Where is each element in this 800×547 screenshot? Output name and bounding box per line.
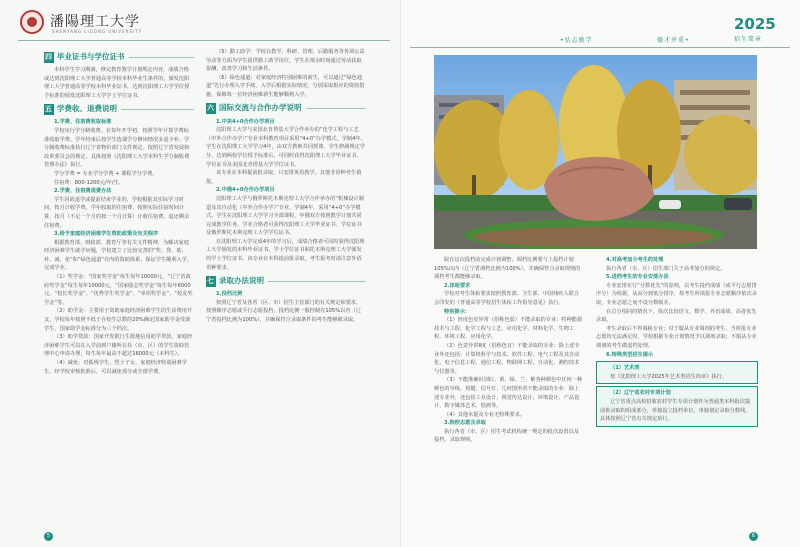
year: 2025 xyxy=(734,15,776,33)
paragraph: （2）色觉异常Ⅱ度（俗称色盲）不能录取的专业：除上述专业外还包括：计算机科学与技术、软件工程、电气工程及其自动化、电子信息工程、通信工程、物联网工程、自动化、测控技术与仪器等。 xyxy=(434,342,580,375)
paragraph: （5）勤工助学：学校在教学、科研、管理、后勤服务等各项公益劳动等方面为学生提供勤工助学岗位，学生在课余时间通过劳动获取报酬，改善学习和生活条件。 xyxy=(206,49,365,73)
paragraph: 学校对考生体检要求按照教育部、卫生部、中国残疾人联合会印发的《普通高等学校招生体检工作指导意见》执行。 xyxy=(434,291,579,306)
subheading: 2.体检要求 xyxy=(444,282,471,289)
paragraph: （4）减免：对孤残学生、烈士子女、家庭经济特别困难学生，经学校审核批准后，可以减免部分或全部学费。 xyxy=(44,360,187,375)
subheading: 3.院校志愿及录取 xyxy=(444,420,486,427)
highlight-box-art xyxy=(596,361,758,384)
paragraph: 学生因故退学或提前结束学业的，学校根据其实际学习时间，按月计收学费。学年收取的住宿费，按照实际住宿时间计算，按月（不足一个月的按一个月计算）计收住宿费，退还剩余住宿费。 xyxy=(44,196,190,229)
campus-photo-illustration xyxy=(434,55,757,249)
section-number: 四 xyxy=(45,52,52,61)
highlight-title: （1）艺术类 xyxy=(610,365,640,372)
highlight-box-rural xyxy=(596,386,758,426)
slogan-2: 德才并重• xyxy=(657,37,690,44)
page-number-right: 6 xyxy=(749,532,758,541)
paragraph: （1）轻度色觉异常（俗称色弱）不能录取的专业：特种能源技术与工程、化学工程与工艺、应用化学、材料化学、生物工程、环境工程、应用化学。 xyxy=(434,317,583,341)
section-title: 毕业证书与学位证书 xyxy=(57,51,125,61)
paragraph: （3）助学贷款：国家开发银行生源地信用助学贷款，家庭经济困难学生可以在入学前到户籍所在县（市、区）的学生资助管理中心申请办理，每生每年最高不超过16000元（本科生）。 xyxy=(44,334,193,358)
subheading: 5.进档考生的专业安排办法 xyxy=(606,274,669,281)
subheading: 3.给予家庭经济困难学生资助政策及有关程序 xyxy=(54,231,159,238)
paragraph: 按《沈阳理工大学2025年艺术类招生简章》执行。 xyxy=(610,373,727,380)
section-number: 六 xyxy=(207,104,214,113)
paragraph: 该专业在本科提前批录取，只安排英语教学，其他非语种考生慎报。 xyxy=(206,170,362,185)
subheading: 6.特殊类型招生提示 xyxy=(606,351,654,358)
section-4-heading xyxy=(44,51,194,63)
section-5-heading xyxy=(44,103,194,115)
paragraph: 按照辽宁省及各省（区、市）招生主管部门的有关规定和要求，按照顺序志愿或平行志愿投档，投档比例一般控制在105%以内（辽宁省投档比例为100%），并确保符合录取条件的考生能够被录取。 xyxy=(206,299,362,324)
section-number: 七 xyxy=(207,276,214,285)
highlight-title: （2）辽宁省农村专项计划 xyxy=(610,390,671,397)
paragraph: 辽宁省重点高校招收农村学生专项计划作为普通类本科批次提前批录取的组成部分，单独设立投档单位，单独划定录取分数线，具体按照辽宁省有关规定执行。 xyxy=(600,398,751,423)
header-rule xyxy=(18,40,390,41)
section-number: 五 xyxy=(45,104,52,113)
paragraph: 执行各省（市、区）招生部门关于高考加分的规定。 xyxy=(606,265,726,272)
subheading: 1.学费、住宿费收取标准 xyxy=(54,119,112,126)
paragraph: 根据教育部、财政部、教育厅等有关文件精神，为解决家庭经济困难学生就学问题，学校建立了比较完善的“奖、贷、助、补、减、免”和“绿色通道”在内的资助体系，保证学生顺利入学，完成学业。 xyxy=(44,239,193,272)
right-column-2 xyxy=(596,256,758,536)
paragraph: 在沈阳理工大学完成4年的学习后，成绩合格者可同时获得沈阳理工大学颁发的本科毕业证书、学士学位证书和托木斯克理工大学颁发的学士学位证书。该专业在本科提前批录取，考生报考时请注意外语语种要求。 xyxy=(206,238,365,271)
section-7-heading xyxy=(206,275,366,287)
paragraph: 院在这次投档前完成计划调整，调档比例要与上投档计划105%以内（辽宁省调档比例为100%），并确保符合录取规则的调档考生都能够录取。 xyxy=(434,257,581,281)
year-badge xyxy=(734,15,794,49)
special-note-label: 特别提示： xyxy=(444,308,470,315)
paragraph: 本科学生学习期满，修完教育教学计划规定内容，成绩合格或达到沈阳理工大学普通高等学校本科毕业生条件的，颁发沈阳理工大学普通高等学校本科毕业证书，达到沈阳理工大学学位授予标准的颁发沈阳理工大学学士学位证书。 xyxy=(44,67,190,99)
paragraph: （1）奖学金：“国家奖学金”每生每年10000元，“辽宁省政府奖学金”每生每年10000元，“国家励志奖学金”每生每年6000元，“校长奖学金”、“优秀学生奖学金”、“单项奖学金”、“校友奖学金”等。 xyxy=(44,274,193,306)
university-seal-icon xyxy=(20,10,44,34)
paragraph: 学校实行学分制收费。在每年开学初，按照学年计算学费标准收取学费。学年结束后按学生选课学分修读情况多退少补。学分制收费标准执行辽宁省物价部门文件规定。按照辽宁省发展和改革委员会的规定，具体按照《沈阳理工大学本科生学分制收费管理办法》执行。 xyxy=(44,127,190,169)
paragraph: 专业安排实行“分数优先”的原则，以考生投档成绩（或平行志愿排序分）为依据，从高分到低分排序，按考生所填报专业志愿顺序依次录取，专业志愿之间不设分数级差。 xyxy=(596,282,757,306)
section-title: 录取办法说明 xyxy=(219,275,264,285)
page-number-left: 5 xyxy=(44,532,53,541)
left-column-1 xyxy=(44,48,194,533)
right-column-1 xyxy=(434,256,584,536)
subheading: 4.对高考加分考生的处理 xyxy=(606,257,664,263)
left-column-2 xyxy=(206,48,366,533)
section-title: 学费收、退费说明 xyxy=(57,104,117,114)
subheading: 1.中美4+0合作办学项目 xyxy=(216,118,275,125)
campus-photo xyxy=(434,55,757,249)
section-6-heading xyxy=(206,103,366,115)
logo-en: SHENYANG LIGONG UNIVERSITY xyxy=(52,29,143,34)
section-title: 国际交流与合作办学说明 xyxy=(219,103,302,113)
paragraph: 在总分相同的情况下，依次比较语文、数学、外语成绩，高者优先录取。 xyxy=(596,308,757,324)
university-logo xyxy=(20,10,170,38)
paragraph: 沈阳理工大学与美国北肯塔基大学合作举办的“化学工程与工艺（中外合作办学）”专业本科教育项目采用“4+0”办学模式，学制4年。学生在沈阳理工大学学习4年，由双方教师共同授课，学生修满规定学分，达到两校学位授予标准后，可同时获得沈阳理工大学毕业证书、学位证书及美国北肯塔基大学学位证书。 xyxy=(206,127,366,168)
paragraph: 考生录取后不得调换专业；对于服从专业调剂的考生，当所报专业志愿均无法满足时，学校根据专业计划情况予以调剂录取；不服从专业调剂的考生做退档处理。 xyxy=(596,325,757,349)
logo-name: 潘陽理工大学 xyxy=(50,14,140,30)
paragraph: 学分学费 = 专业学分学费 + 课程学分学费。 xyxy=(54,170,158,177)
paragraph: （6）绿色通道：对家庭经济特别困难的新生，可以通过“绿色通道”先行办理入学手续，入学后根据实际情况，分别采取相应的资助措施，保障每一位经济困难新生能够顺利入学。 xyxy=(206,74,365,98)
paragraph: （3）不能准确识别红、黄、绿、兰、紫各种颜色中任何一种颜色的导线、按键、信号灯、几何图形者不能录取的专业：除上述专业外，还包括工业设计、视觉传达设计、环境设计、产品设计、数字媒体艺术、绘画等。 xyxy=(434,377,583,410)
subheading: 2.学费、住宿费退费办法 xyxy=(54,188,112,195)
slogan-1: •弘志励学 xyxy=(560,37,593,44)
header-rule-right xyxy=(410,47,790,48)
paragraph: （4）其他未提及专业无特殊要求。 xyxy=(444,411,526,418)
paragraph: （2）助学金：主要用于资助家庭经济困难学生的生活费用开支，学校每年按照不低于在校生总数的20%确定国家助学金受助学生，国家助学金标准分为三个档次。 xyxy=(44,308,193,332)
subheading: 2.中俄4+0合作办学项目 xyxy=(216,187,275,194)
subheading: 1.投档比例 xyxy=(216,291,243,298)
year-subtitle: 招生简章 xyxy=(734,36,763,43)
paragraph: 住宿费：800-1200元/年/生。 xyxy=(54,179,124,186)
paragraph: 执行各省（市、区）招生考试机构统一规定的批次设置以及投档、录取规则。 xyxy=(434,428,579,444)
paragraph: 沈阳理工大学与俄罗斯托木斯克理工大学合作举办的“机械设计制造及其自动化（中外合作办学）”专业，学制4年，采用“4+0”办学模式。学生在沈阳理工大学学习全部课程，中俄双方按照教学计划共同完成教学任务，学业合格者可获得沈阳理工大学毕业证书、学位证书及俄罗斯托木斯克理工大学学位证书。 xyxy=(206,195,364,237)
